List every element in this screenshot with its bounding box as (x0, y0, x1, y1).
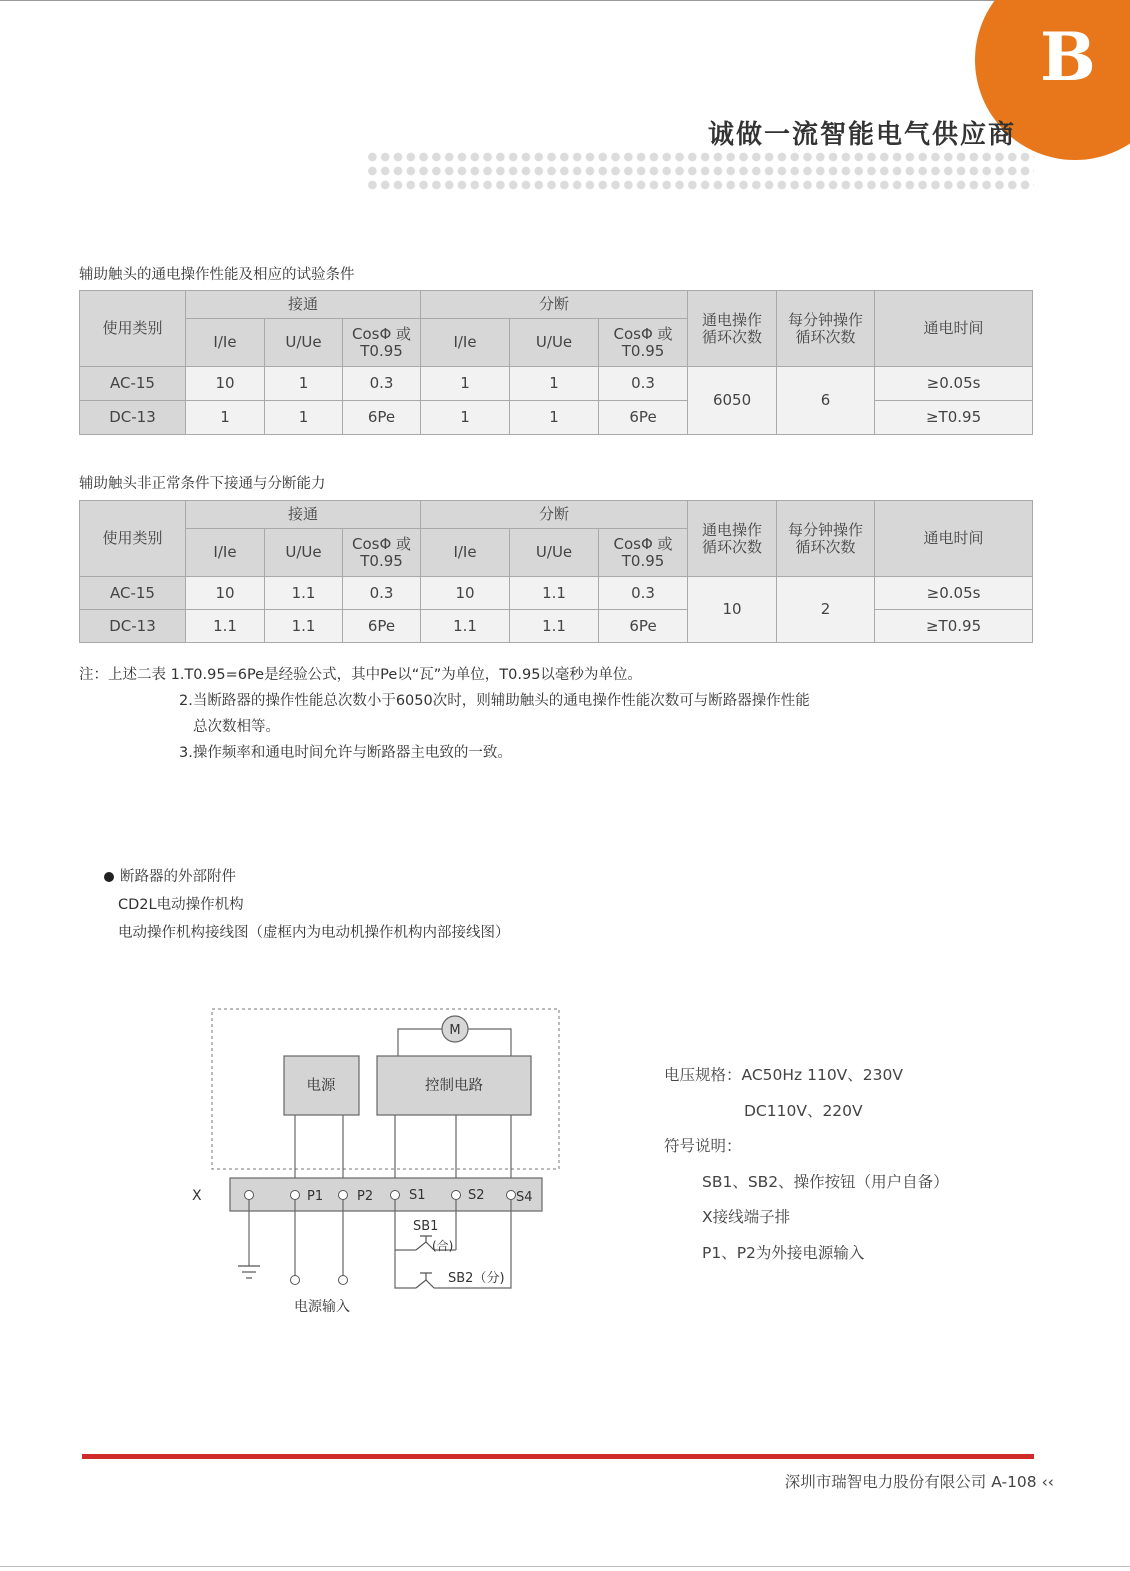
cell: 6Pe (599, 401, 688, 435)
make-cos-header: CosΦ 或 T0.95 (343, 319, 421, 367)
dot-pattern (366, 150, 1034, 192)
cycles-value: 10 (688, 577, 777, 643)
break-u-header: U/Ue (510, 529, 599, 577)
terminal-strip (230, 1178, 542, 1211)
table1-title: 辅助触头的通电操作性能及相应的试验条件 (79, 267, 355, 283)
terminal-s4 (507, 1191, 516, 1200)
motor-label: M (449, 1023, 461, 1038)
cell: 10 (186, 367, 265, 401)
cycles-header: 通电操作循环次数 (688, 291, 777, 367)
per-minute-header: 每分钟操作循环次数 (777, 501, 875, 577)
table-row (80, 610, 1033, 643)
table-notes (79, 662, 810, 766)
per-minute-header: 每分钟操作循环次数 (777, 291, 875, 367)
make-cos-header: CosΦ 或 T0.95 (343, 529, 421, 577)
spec-description (664, 1058, 949, 1271)
category-header: 使用类别 (80, 501, 186, 577)
terminal-p1 (291, 1191, 300, 1200)
section-letter: B (1040, 18, 1096, 96)
time-header: 通电时间 (875, 501, 1033, 577)
cell: 1 (421, 401, 510, 435)
row-category: AC-15 (80, 577, 186, 610)
row-category: DC-13 (80, 401, 186, 435)
cell: 0.3 (343, 577, 421, 610)
wiring-diagram (180, 1000, 580, 1330)
break-u-header: U/Ue (510, 319, 599, 367)
accessory-section (104, 863, 510, 947)
sb1-note: (合) (432, 1239, 454, 1253)
break-cos-header: CosΦ 或 T0.95 (599, 529, 688, 577)
terminal-s2 (452, 1191, 461, 1200)
symbol-x: X接线端子排 (702, 1208, 791, 1226)
symbol-sb: SB1、SB2、操作按钮（用户自备） (702, 1172, 949, 1191)
sb1-label: SB1 (413, 1219, 439, 1234)
make-header: 接通 (186, 291, 421, 319)
cell: 1.1 (510, 610, 599, 643)
cell: 1.1 (421, 610, 510, 643)
sb2-label: SB2（分) (448, 1271, 505, 1286)
make-i-header: I/Ie (186, 529, 265, 577)
terminal-p1-label: P1 (307, 1189, 324, 1204)
time-value: ≥T0.95 (875, 610, 1033, 643)
break-i-header: I/Ie (421, 319, 510, 367)
cell: 1.1 (186, 610, 265, 643)
make-header: 接通 (186, 501, 421, 529)
mechanism-name: CD2L电动操作机构 (118, 897, 244, 913)
note-2-cont: 总次数相等。 (193, 719, 280, 735)
power-input-label: 电源输入 (294, 1299, 350, 1315)
note-2: 2.当断路器的操作性能总次数小于6050次时，则辅助触头的通电操作性能次数可与断路器操作性能 (179, 693, 810, 709)
cell: 1 (186, 401, 265, 435)
cell: 1 (421, 367, 510, 401)
table2-title: 辅助触头非正常条件下接通与分断能力 (79, 476, 326, 492)
page-arrows-icon: ‹‹ (1041, 1473, 1054, 1491)
cell: 10 (186, 577, 265, 610)
voltage-dc: DC110V、220V (744, 1101, 863, 1120)
company-slogan: 诚做一流智能电气供应商 (708, 120, 1017, 150)
operation-performance-table (79, 290, 1033, 435)
terminal-p2-label: P2 (357, 1189, 374, 1204)
row-category: AC-15 (80, 367, 186, 401)
cell: 10 (421, 577, 510, 610)
terminal-s1-label: S1 (409, 1188, 426, 1203)
cell: 0.3 (343, 367, 421, 401)
sb1-switch-icon (416, 1236, 432, 1250)
make-u-header: U/Ue (265, 319, 343, 367)
terminal-s1 (391, 1191, 400, 1200)
terminal-strip-label: X (192, 1188, 202, 1204)
break-header: 分断 (421, 501, 688, 529)
ground-terminal (245, 1191, 254, 1200)
cell: 1 (265, 367, 343, 401)
cell: 1 (265, 401, 343, 435)
table-row (80, 577, 1033, 610)
make-i-header: I/Ie (186, 319, 265, 367)
power-input-p2 (339, 1276, 348, 1285)
time-value: ≥T0.95 (875, 401, 1033, 435)
terminal-s2-label: S2 (468, 1188, 485, 1203)
time-header: 通电时间 (875, 291, 1033, 367)
cell: 0.3 (599, 577, 688, 610)
time-value: ≥0.05s (875, 367, 1033, 401)
note-3: 3.操作频率和通电时间允许与断路器主电致的一致。 (179, 745, 512, 761)
top-rule (0, 0, 1130, 1)
break-cos-header: CosΦ 或 T0.95 (599, 319, 688, 367)
terminal-p2 (339, 1191, 348, 1200)
cell: 1 (510, 367, 599, 401)
company-page: 深圳市瑞智电力股份有限公司 A-108 (784, 1473, 1037, 1491)
symbol-p: P1、P2为外接电源输入 (702, 1243, 865, 1262)
cell: 6Pe (343, 610, 421, 643)
bottom-rule (0, 1566, 1130, 1567)
table-row (80, 401, 1033, 435)
accessory-heading: 断路器的外部附件 (120, 869, 236, 885)
cell: 1.1 (265, 577, 343, 610)
symbol-heading: 符号说明： (664, 1137, 742, 1155)
footer-rule (82, 1454, 1034, 1459)
sb2-switch-icon (416, 1273, 432, 1288)
voltage-ac: 电压规格：AC50Hz 110V、230V (664, 1066, 903, 1084)
abnormal-condition-table (79, 500, 1033, 643)
cell: 1 (510, 401, 599, 435)
make-u-header: U/Ue (265, 529, 343, 577)
terminal-s4-label: S4 (516, 1190, 533, 1205)
row-category: DC-13 (80, 610, 186, 643)
break-header: 分断 (421, 291, 688, 319)
category-header: 使用类别 (80, 291, 186, 367)
control-box-label: 控制电路 (425, 1078, 483, 1094)
cycles-value: 6050 (688, 367, 777, 435)
diagram-caption: 电动操作机构接线图（虚框内为电动机操作机构内部接线图） (118, 925, 510, 941)
table-row (80, 367, 1033, 401)
cycles-header: 通电操作循环次数 (688, 501, 777, 577)
per-minute-value: 6 (777, 367, 875, 435)
power-input-p1 (291, 1276, 300, 1285)
cell: 6Pe (343, 401, 421, 435)
cell: 1.1 (265, 610, 343, 643)
cell: 1.1 (510, 577, 599, 610)
power-box-label: 电源 (306, 1078, 336, 1094)
time-value: ≥0.05s (875, 577, 1033, 610)
footer (785, 1470, 1054, 1492)
per-minute-value: 2 (777, 577, 875, 643)
break-i-header: I/Ie (421, 529, 510, 577)
cell: 0.3 (599, 367, 688, 401)
note-1: 注：上述二表 1.T0.95=6Pe是经验公式，其中Pe以“瓦”为单位，T0.95以毫秒为单位。 (79, 667, 642, 683)
bullet-icon (104, 872, 114, 882)
cell: 6Pe (599, 610, 688, 643)
